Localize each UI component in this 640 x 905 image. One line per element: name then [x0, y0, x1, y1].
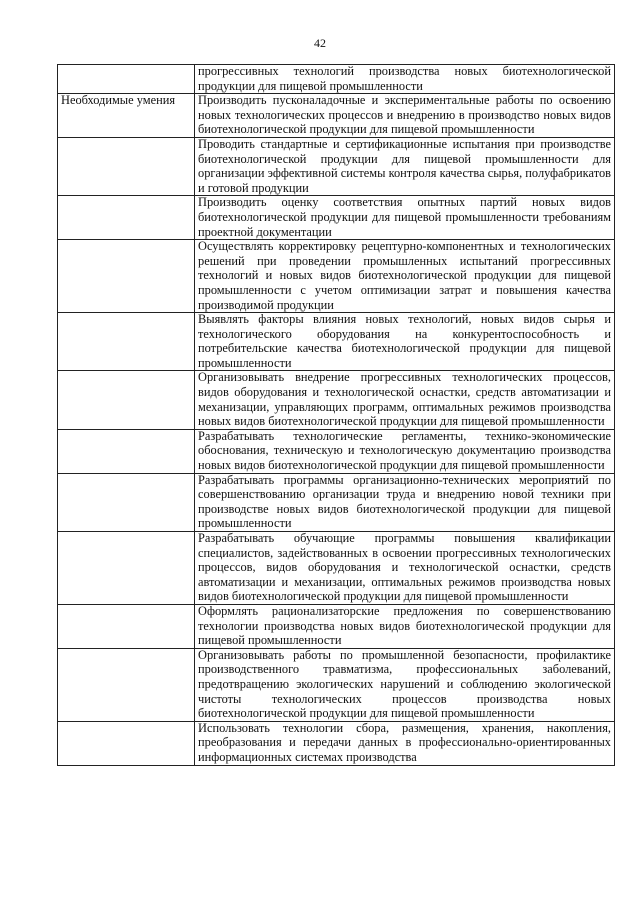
table-row	[58, 429, 615, 473]
page-number: 42	[314, 36, 326, 50]
table-row	[58, 648, 615, 721]
table-row	[58, 137, 615, 195]
table-cell-text	[195, 473, 615, 531]
row-text: Выявлять факторы влияния новых технологий, новых видов сырья и технологического оборудования на конкурентоспособность и потребительские качества биотехнологической продукции для пищевой промышленности	[198, 312, 611, 370]
table-cell-label	[58, 240, 195, 313]
skills-table	[57, 64, 615, 766]
table-cell-text	[195, 94, 615, 138]
table-row	[58, 532, 615, 605]
table-cell-label	[58, 648, 195, 721]
table-cell-label	[58, 371, 195, 429]
row-text: Организовывать внедрение прогрессивных технологических процессов, видов оборудования и технологической оснастки, средств автоматизации и механизации, управляющих программ, оптимальных режимов производства новых видов биотехнологической продукции для пищевой промышленности	[198, 370, 611, 429]
table-row	[58, 473, 615, 531]
table-cell-text	[195, 65, 615, 94]
table-cell-text	[195, 721, 615, 765]
table-row	[58, 65, 615, 94]
table-cell-text	[195, 313, 615, 371]
table-cell-text	[195, 240, 615, 313]
table-row	[58, 721, 615, 765]
table-cell-label	[58, 65, 195, 94]
row-text: прогрессивных технологий производства новых биотехнологической продукции для пищевой промышленности	[198, 64, 611, 93]
table-cell-text	[195, 196, 615, 240]
table-row	[58, 94, 615, 138]
table-cell-label	[58, 604, 195, 648]
row-text: Проводить стандартные и сертификационные испытания при производстве биотехнологической продукции для пищевой промышленности для организации эффективной системы контроля качества сырья, полуфабрикатов и готовой продукции	[198, 136, 611, 195]
row-text: Разрабатывать технологические регламенты, технико-экономические обоснования, техническую и технологическую документацию производства новых видов биотехнологической продукции для пищевой промышленности	[198, 428, 611, 473]
table-cell-label	[58, 196, 195, 240]
table-cell-label	[58, 94, 195, 138]
row-text: Производить оценку соответствия опытных партий новых видов биотехнологической продукции для пищевой промышленности требованиям проектной документации	[198, 195, 611, 239]
table-cell-label	[58, 473, 195, 531]
row-text: Разрабатывать программы организационно-технических мероприятий по совершенствованию организации труда и внедрению новой техники при производстве новых видов биотехнологической продукции для пищевой промышленности	[198, 472, 611, 531]
table-cell-label	[58, 137, 195, 195]
row-label: Необходимые умения	[61, 93, 176, 108]
table-cell-text	[195, 429, 615, 473]
row-text: Производить пусконаладочные и экспериментальные работы по освоению новых технологических процессов и внедрению в производство новых видов биотехнологической продукции для пищевой промышленности	[198, 93, 611, 137]
row-text: Оформлять рационализаторские предложения по совершенствованию технологии производства новых видов биотехнологической продукции для пищевой промышленности	[198, 603, 611, 648]
table-cell-label	[58, 532, 195, 605]
row-text: Использовать технологии сбора, размещения, хранения, накопления, преобразования и передачи данных в профессионально-ориентированных информационных системах производства	[198, 720, 611, 764]
row-text: Организовывать работы по промышленной безопасности, профилактике производственного травматизма, профессиональных заболеваний, предотвращению экологических нарушений и соблюдению экологической чистоты технологических процессов производства новых биотехнологической продукции для пищевой промышленности	[198, 647, 611, 721]
table-cell-text	[195, 137, 615, 195]
table-row	[58, 313, 615, 371]
table-cell-text	[195, 648, 615, 721]
table-row	[58, 371, 615, 429]
table-cell-label	[58, 429, 195, 473]
table-cell-label	[58, 721, 195, 765]
table-cell-text	[195, 532, 615, 605]
table-row	[58, 240, 615, 313]
table-row	[58, 604, 615, 648]
row-text: Осуществлять корректировку рецептурно-компонентных и технологических решений при проведении промышленных испытаний прогрессивных технологий и новых видов биотехнологической продукции для пищевой промышленности с учетом оптимизации затрат и повышения качества производимой продукции	[198, 239, 611, 312]
row-text: Разрабатывать обучающие программы повышения квалификации специалистов, задействованных в освоении прогрессивных технологических процессов, видов оборудования и технологической оснастки, средств автоматизации и механизации, оптимальных режимов производства новых видов биотехнологической продукции для пищевой промышленности	[198, 531, 611, 604]
table-row	[58, 196, 615, 240]
table-cell-text	[195, 371, 615, 429]
table-cell-label	[58, 313, 195, 371]
table-cell-text	[195, 604, 615, 648]
